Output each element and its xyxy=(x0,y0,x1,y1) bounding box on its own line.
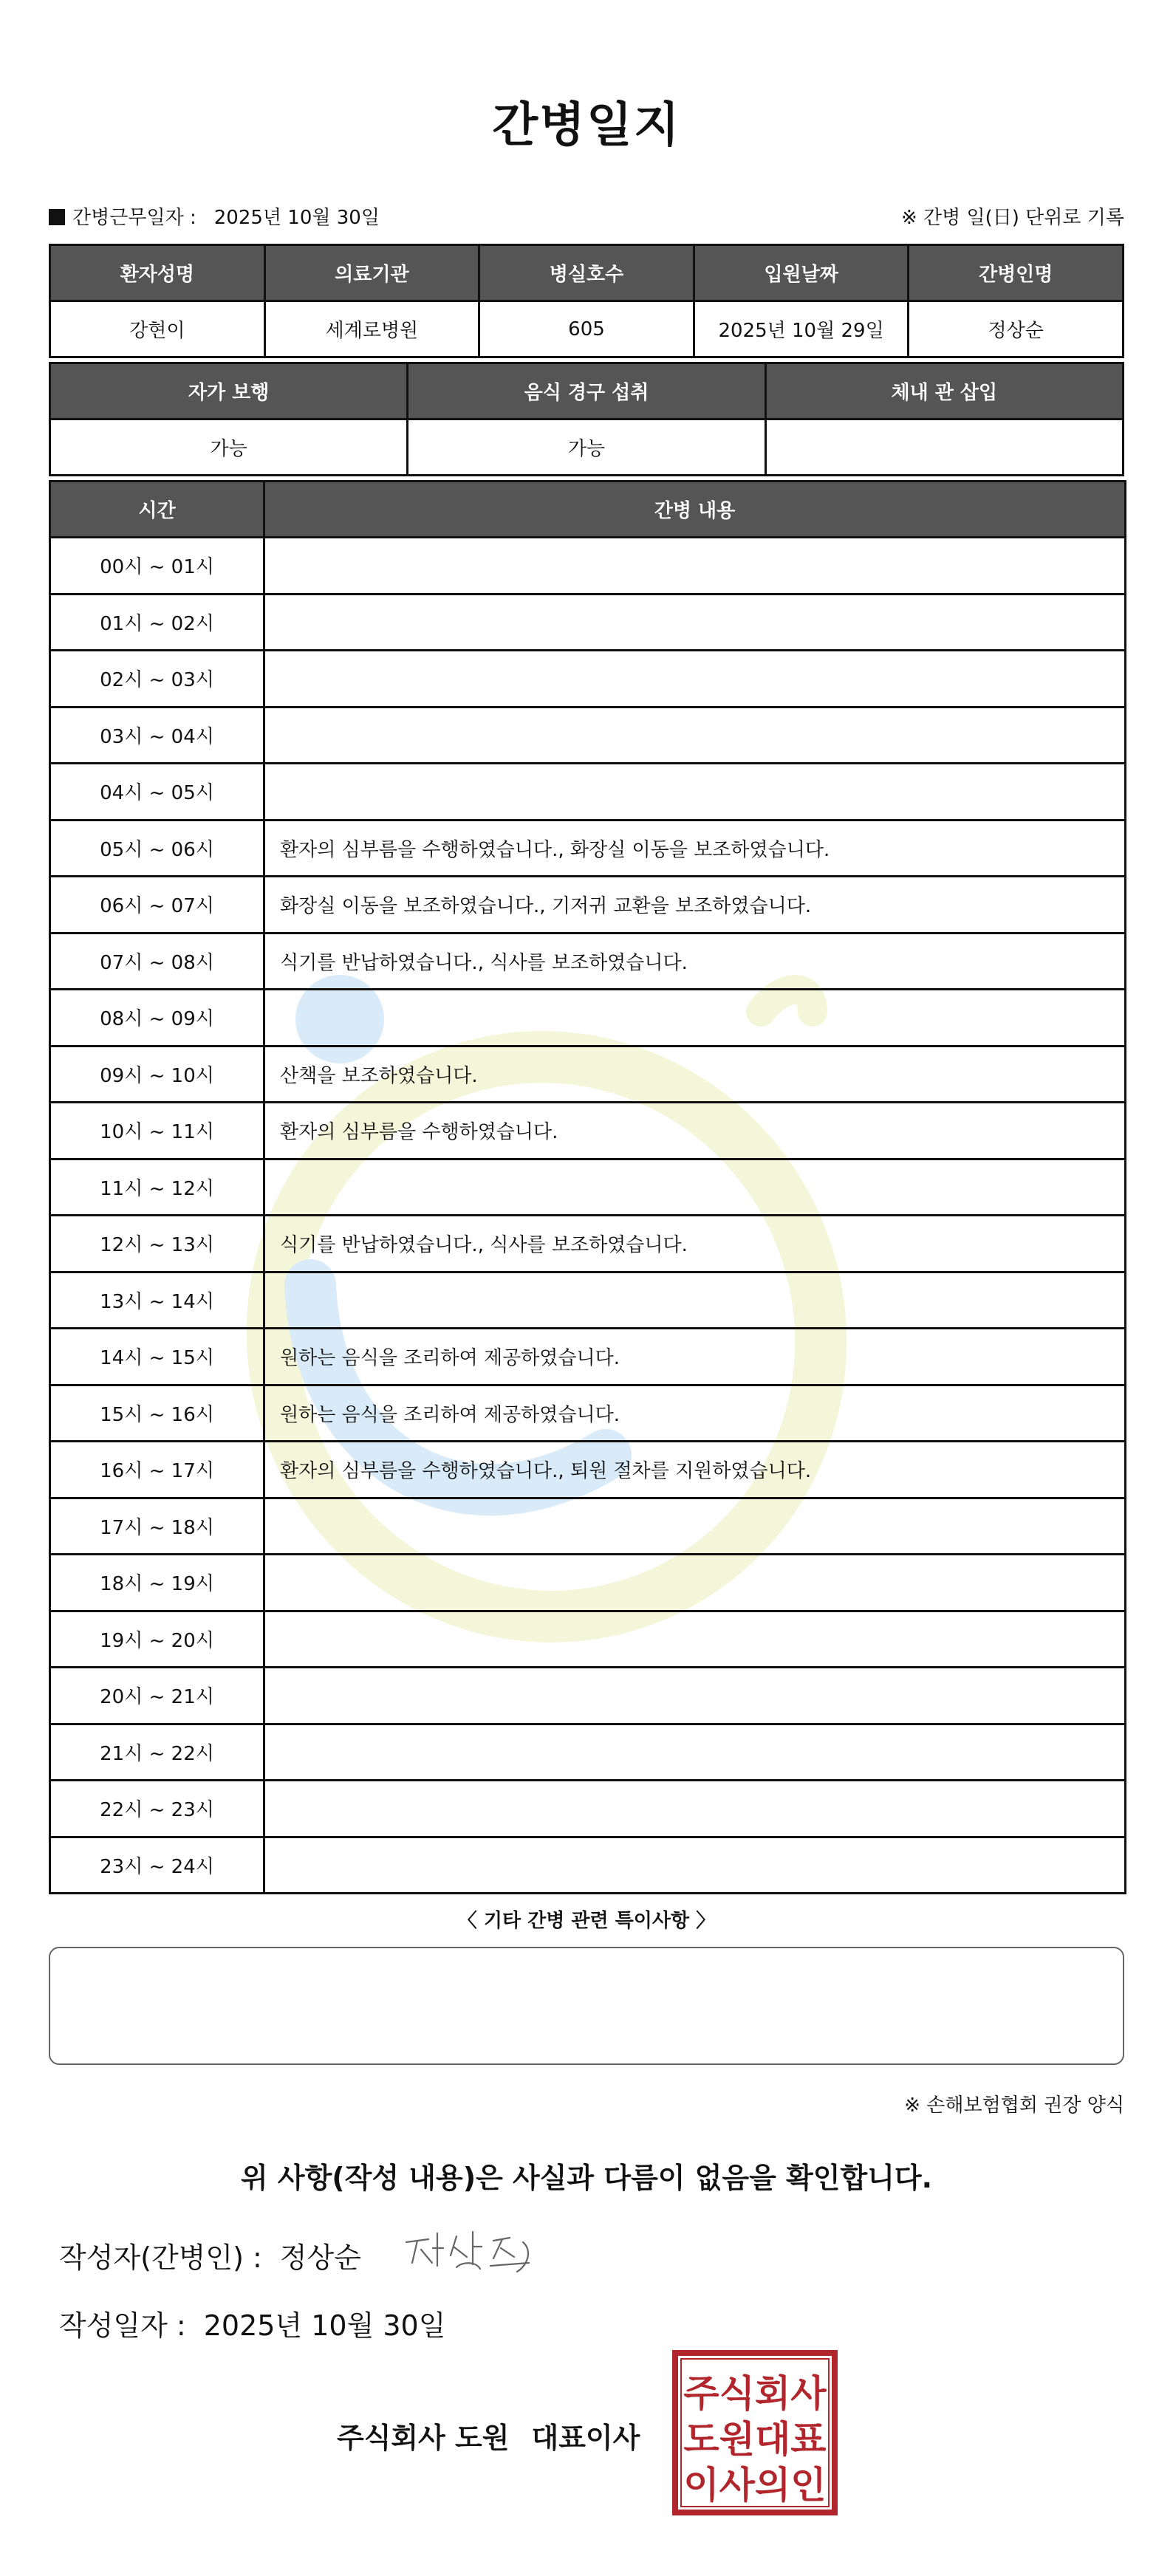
log-content xyxy=(264,1781,1126,1837)
written-date-value: 2025년 10월 30일 xyxy=(203,2309,446,2342)
header-time: 시간 xyxy=(50,482,264,538)
log-time: 17시 ~ 18시 xyxy=(50,1498,264,1555)
log-time: 03시 ~ 04시 xyxy=(50,707,264,764)
log-row xyxy=(50,1329,1126,1385)
writer-row xyxy=(59,2235,361,2275)
log-row xyxy=(50,820,1126,877)
log-row xyxy=(50,1103,1126,1159)
care-log-table xyxy=(49,480,1126,1894)
log-time: 12시 ~ 13시 xyxy=(50,1216,264,1272)
hospital-name: 세계로병원 xyxy=(264,301,479,357)
log-time: 22시 ~ 23시 xyxy=(50,1781,264,1837)
tube-insertion-value xyxy=(765,419,1123,476)
log-row xyxy=(50,1216,1126,1272)
header-admission-date: 입원날짜 xyxy=(694,245,909,301)
log-row xyxy=(50,990,1126,1046)
log-content: 환자의 심부름을 수행하였습니다., 화장실 이동을 보조하였습니다. xyxy=(264,820,1126,877)
form-source-note: ※ 손해보험협회 권장 양식 xyxy=(904,2094,1124,2117)
room-number: 605 xyxy=(479,301,694,357)
log-content xyxy=(264,1837,1126,1894)
log-content: 환자의 심부름을 수행하였습니다. xyxy=(264,1103,1126,1159)
header-patient-name: 환자성명 xyxy=(50,245,265,301)
log-time: 07시 ~ 08시 xyxy=(50,933,264,990)
log-time: 04시 ~ 05시 xyxy=(50,764,264,821)
header-hospital: 의료기관 xyxy=(264,245,479,301)
meta-row xyxy=(49,202,1124,232)
log-row xyxy=(50,707,1126,764)
square-bullet-icon xyxy=(49,209,65,225)
header-tube-insertion: 체내 관 삽입 xyxy=(765,363,1123,419)
company-role: 대표이사 xyxy=(531,2422,640,2454)
log-content: 원하는 음식을 조리하여 제공하였습니다. xyxy=(264,1329,1126,1385)
notes-title: 〈 기타 간병 관련 특이사항 〉 xyxy=(457,1910,716,1932)
log-content: 화장실 이동을 보조하였습니다., 기저귀 교환을 보조하였습니다. xyxy=(264,877,1126,934)
log-content xyxy=(264,1724,1126,1781)
log-row xyxy=(50,933,1126,990)
log-row xyxy=(50,651,1126,708)
log-content xyxy=(264,764,1126,821)
log-content xyxy=(264,1555,1126,1611)
log-content xyxy=(264,594,1126,651)
log-content xyxy=(264,707,1126,764)
log-content xyxy=(264,538,1126,595)
page-title: 간병일지 xyxy=(492,98,681,153)
log-time: 06시 ~ 07시 xyxy=(50,877,264,934)
admission-date: 2025년 10월 29일 xyxy=(694,301,909,357)
log-time: 10시 ~ 11시 xyxy=(50,1103,264,1159)
log-content xyxy=(264,1159,1126,1216)
log-time: 21시 ~ 22시 xyxy=(50,1724,264,1781)
log-time: 15시 ~ 16시 xyxy=(50,1385,264,1442)
company-name: 주식회사 도원 xyxy=(337,2422,510,2454)
header-care-content: 간병 내용 xyxy=(264,482,1126,538)
log-time: 08시 ~ 09시 xyxy=(50,990,264,1046)
log-row xyxy=(50,1498,1126,1555)
log-row xyxy=(50,1272,1126,1329)
self-walking-value: 가능 xyxy=(50,419,408,476)
log-content xyxy=(264,651,1126,708)
written-date-row xyxy=(59,2303,445,2343)
log-time: 13시 ~ 14시 xyxy=(50,1272,264,1329)
log-time: 20시 ~ 21시 xyxy=(50,1668,264,1724)
log-time: 01시 ~ 02시 xyxy=(50,594,264,651)
header-oral-intake: 음식 경구 섭취 xyxy=(408,363,765,419)
log-row xyxy=(50,1555,1126,1611)
seal-line-1: 주식회사 xyxy=(683,2372,827,2415)
log-row xyxy=(50,538,1126,595)
seal-line-2: 도원대표 xyxy=(683,2418,827,2461)
log-time: 18시 ~ 19시 xyxy=(50,1555,264,1611)
log-row xyxy=(50,1611,1126,1668)
log-content xyxy=(264,1498,1126,1555)
log-row xyxy=(50,1385,1126,1442)
log-row xyxy=(50,594,1126,651)
work-date xyxy=(49,202,380,230)
header-self-walking: 자가 보행 xyxy=(50,363,408,419)
log-content: 산책을 보조하였습니다. xyxy=(264,1046,1126,1103)
log-row xyxy=(50,764,1126,821)
log-content: 환자의 심부름을 수행하였습니다., 퇴원 절차를 지원하였습니다. xyxy=(264,1442,1126,1498)
oral-intake-value: 가능 xyxy=(408,419,765,476)
log-time: 23시 ~ 24시 xyxy=(50,1837,264,1894)
work-date-value: 2025년 10월 30일 xyxy=(213,207,380,229)
company-seal-stamp xyxy=(671,2349,839,2517)
header-room-number: 병실호수 xyxy=(479,245,694,301)
log-time: 05시 ~ 06시 xyxy=(50,820,264,877)
log-row xyxy=(50,877,1126,934)
log-time: 16시 ~ 17시 xyxy=(50,1442,264,1498)
log-content: 식기를 반납하였습니다., 식사를 보조하였습니다. xyxy=(264,933,1126,990)
writer-label: 작성자(간병인) : xyxy=(59,2241,262,2274)
log-content: 식기를 반납하였습니다., 식사를 보조하였습니다. xyxy=(264,1216,1126,1272)
log-row xyxy=(50,1724,1126,1781)
notes-box xyxy=(49,1947,1124,2065)
log-time: 09시 ~ 10시 xyxy=(50,1046,264,1103)
log-row xyxy=(50,1159,1126,1216)
log-content: 원하는 음식을 조리하여 제공하였습니다. xyxy=(264,1385,1126,1442)
log-row xyxy=(50,1046,1126,1103)
handwritten-signature xyxy=(399,2220,539,2279)
log-time: 00시 ~ 01시 xyxy=(50,538,264,595)
seal-line-3: 이사의인 xyxy=(683,2464,827,2507)
log-content xyxy=(264,990,1126,1046)
log-content xyxy=(264,1272,1126,1329)
patient-ability-table xyxy=(49,362,1124,476)
log-content xyxy=(264,1611,1126,1668)
company-signoff xyxy=(337,2415,640,2456)
log-time: 14시 ~ 15시 xyxy=(50,1329,264,1385)
log-time: 02시 ~ 03시 xyxy=(50,651,264,708)
log-time: 11시 ~ 12시 xyxy=(50,1159,264,1216)
care-log-rows xyxy=(50,538,1126,1894)
log-row xyxy=(50,1781,1126,1837)
writer-name: 정상순 xyxy=(279,2241,361,2274)
record-unit-note: ※ 간병 일(日) 단위로 기록 xyxy=(900,207,1124,229)
confirmation-statement: 위 사항(작성 내용)은 사실과 다름이 없음을 확인합니다. xyxy=(240,2162,933,2194)
log-row xyxy=(50,1442,1126,1498)
log-time: 19시 ~ 20시 xyxy=(50,1611,264,1668)
written-date-label: 작성일자 : xyxy=(59,2309,186,2342)
patient-name: 강현이 xyxy=(50,301,265,357)
log-content xyxy=(264,1668,1126,1724)
patient-info-table xyxy=(49,244,1124,358)
log-row xyxy=(50,1668,1126,1724)
work-date-label: 간병근무일자 : xyxy=(72,207,196,229)
log-row xyxy=(50,1837,1126,1894)
header-caregiver-name: 간병인명 xyxy=(909,245,1124,301)
caregiver-name: 정상순 xyxy=(909,301,1124,357)
